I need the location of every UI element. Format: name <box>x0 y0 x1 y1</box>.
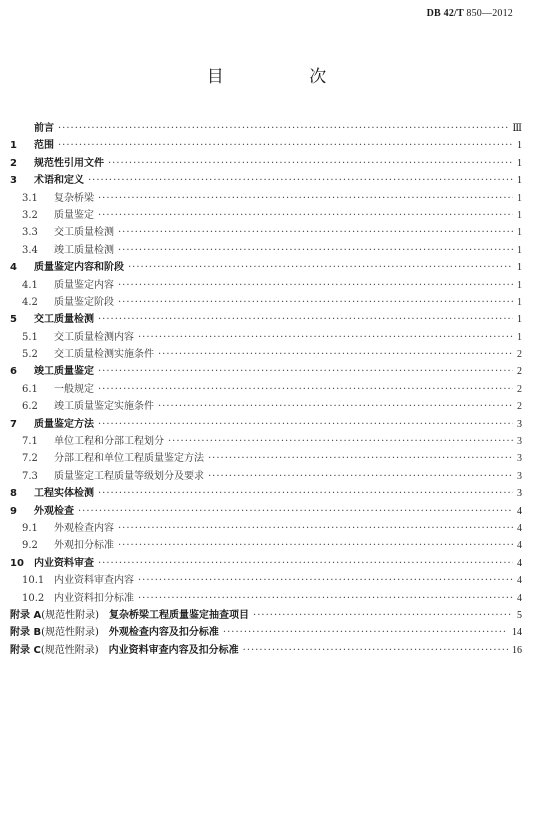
toc-entry-number: 3.2 <box>22 209 38 221</box>
toc-entry[interactable] <box>10 241 522 258</box>
toc-entry-number: 10.1 <box>22 575 45 587</box>
dot-leader <box>58 140 513 151</box>
toc-entry-number: 7 <box>10 418 17 430</box>
toc-entry-label: 质量鉴定工程质量等级划分及要求 <box>54 470 204 482</box>
toc-entry-label: 质量鉴定阶段 <box>54 296 114 308</box>
toc-entry[interactable] <box>10 310 522 327</box>
toc-entry-label: 交工质量检测 <box>54 227 114 239</box>
toc-entry-number: 4 <box>10 262 17 274</box>
toc-entry-number: 2 <box>10 157 17 169</box>
toc-entry-page: 2 <box>517 349 522 361</box>
dot-leader <box>138 593 513 604</box>
appendix-tag: 附录 B <box>10 627 42 639</box>
toc-entry-number: 9.2 <box>22 540 38 552</box>
appendix-title: 复杂桥梁工程质量鉴定抽查项目 <box>109 609 250 621</box>
toc-entry-page: 4 <box>517 592 522 604</box>
toc-entry-page: 3 <box>517 470 522 482</box>
toc-entry-number: 5.1 <box>22 331 38 343</box>
toc-entry-page: 1 <box>517 140 522 152</box>
toc-entry-number: 1 <box>10 140 17 152</box>
toc-entry[interactable] <box>10 206 522 223</box>
toc-entry[interactable] <box>10 258 522 275</box>
toc-entry-label: 单位工程和分部工程划分 <box>54 436 164 448</box>
dot-leader <box>128 262 513 273</box>
dot-leader <box>88 175 513 186</box>
dot-leader <box>253 610 513 621</box>
toc-entry-number: 10.2 <box>22 592 45 604</box>
dot-leader <box>118 227 513 238</box>
toc-entry[interactable] <box>10 171 522 188</box>
toc-entry[interactable] <box>10 293 522 310</box>
toc-entry[interactable] <box>10 397 522 414</box>
toc-appendix-entry[interactable] <box>10 606 522 623</box>
page-title: 目 次 <box>206 67 367 87</box>
toc-entry-number: 3.3 <box>22 227 38 239</box>
toc-entry[interactable] <box>10 223 522 240</box>
toc-entry-label: 外观扣分标准 <box>54 540 114 552</box>
dot-leader <box>98 419 513 430</box>
toc-entry-number: 5 <box>10 314 17 326</box>
dot-leader <box>98 193 513 204</box>
toc-entry-number: 5.2 <box>22 349 38 361</box>
toc-entry-page: 1 <box>517 279 522 291</box>
toc-entry-label: 竣工质量鉴定实施条件 <box>54 401 154 413</box>
toc-entry-number: 9 <box>10 505 17 517</box>
toc-entry[interactable] <box>10 119 522 136</box>
toc-entry-page: 1 <box>517 157 522 169</box>
standard-number: 850—2012 <box>466 8 513 19</box>
appendix-title: 外观检查内容及扣分标准 <box>108 627 219 639</box>
dot-leader <box>98 384 513 395</box>
toc-entry-number: 9.1 <box>22 522 38 534</box>
toc-entry-page: Ⅲ <box>512 123 522 134</box>
appendix-type: (规范性附录) <box>41 609 100 621</box>
toc-entry-page: 4 <box>517 557 522 569</box>
toc-entry-label: 一般规定 <box>54 383 94 395</box>
toc-entry[interactable] <box>10 276 522 293</box>
toc-entry-page: 1 <box>517 331 522 343</box>
toc-entry[interactable] <box>10 467 522 484</box>
toc-entry-page: 2 <box>517 383 522 395</box>
dot-leader <box>108 158 513 169</box>
toc-entry-number: 4.2 <box>22 296 38 308</box>
dot-leader <box>98 314 513 325</box>
appendix-type: (规范性附录) <box>40 644 99 656</box>
toc-entry-number: 7.1 <box>22 436 38 448</box>
dot-leader <box>98 366 513 377</box>
toc-entry[interactable] <box>10 154 522 171</box>
toc-entry-page: 1 <box>517 209 522 221</box>
dot-leader <box>118 297 513 308</box>
toc-entry-number: 6 <box>10 366 17 378</box>
toc-entry-label: 竣工质量检测 <box>54 244 114 256</box>
appendix-page: 5 <box>517 609 522 621</box>
toc-entry-label: 内业资料审查 <box>34 557 94 569</box>
toc-entry-page: 4 <box>517 575 522 587</box>
dot-leader <box>208 453 513 464</box>
table-of-contents <box>10 119 522 658</box>
toc-entry[interactable] <box>10 345 522 362</box>
toc-entry[interactable] <box>10 589 522 606</box>
appendix-type: (规范性附录) <box>41 627 99 639</box>
toc-entry-number: 3.1 <box>22 192 38 204</box>
toc-entry-label: 交工质量检测实施条件 <box>54 349 154 361</box>
toc-entry-number: 7.2 <box>22 453 38 465</box>
toc-entry-label: 质量鉴定内容和阶段 <box>34 262 124 274</box>
dot-leader <box>208 471 513 482</box>
toc-entry-number: 3.4 <box>22 244 38 256</box>
standard-prefix: DB 42/T <box>426 8 464 19</box>
toc-entry[interactable] <box>10 536 522 553</box>
toc-entry[interactable] <box>10 189 522 206</box>
toc-entry-page: 1 <box>517 192 522 204</box>
toc-entry-page: 3 <box>517 488 522 500</box>
dot-leader <box>98 210 513 221</box>
toc-entry-label: 内业资料扣分标准 <box>54 592 134 604</box>
toc-entry[interactable] <box>10 484 522 501</box>
toc-entry-page: 1 <box>517 314 522 326</box>
toc-appendix-entry[interactable] <box>10 641 522 658</box>
toc-entry-page: 2 <box>517 366 522 378</box>
dot-leader <box>158 349 513 360</box>
toc-entry[interactable] <box>10 554 522 571</box>
toc-entry-label: 复杂桥梁 <box>54 192 94 204</box>
toc-entry[interactable] <box>10 362 522 379</box>
toc-entry-label: 交工质量检测 <box>34 314 94 326</box>
dot-leader <box>58 123 508 134</box>
dot-leader <box>223 627 508 638</box>
toc-entry-page: 1 <box>517 175 522 187</box>
toc-entry-label: 内业资料审查内容 <box>54 575 134 587</box>
toc-entry[interactable] <box>10 415 522 432</box>
toc-appendix-entry[interactable] <box>10 623 522 640</box>
toc-entry-page: 1 <box>517 227 522 239</box>
toc-entry-label: 质量鉴定内容 <box>54 279 114 291</box>
toc-entry-number: 6.2 <box>22 401 38 413</box>
toc-entry-number: 3 <box>10 175 17 187</box>
toc-entry-page: 1 <box>517 244 522 256</box>
dot-leader <box>118 280 513 291</box>
toc-entry[interactable] <box>10 328 522 345</box>
appendix-title: 内业资料审查内容及扣分标准 <box>108 644 239 656</box>
toc-entry-number: 7.3 <box>22 470 38 482</box>
toc-entry-number: 6.1 <box>22 383 38 395</box>
toc-entry-page: 4 <box>517 522 522 534</box>
appendix-tag: 附录 A <box>10 609 42 621</box>
toc-entry-label: 交工质量检测内容 <box>54 331 134 343</box>
appendix-page: 16 <box>512 644 522 656</box>
toc-entry-label: 质量鉴定 <box>54 209 94 221</box>
toc-entry-page: 1 <box>517 296 522 308</box>
toc-entry-number: 10 <box>10 557 24 569</box>
dot-leader <box>138 575 513 586</box>
toc-entry-page: 3 <box>517 418 522 430</box>
toc-entry-page: 3 <box>517 436 522 448</box>
toc-entry-label: 外观检查 <box>34 505 74 517</box>
toc-entry-number: 8 <box>10 488 17 500</box>
dot-leader <box>243 645 508 656</box>
standard-code <box>427 8 519 19</box>
toc-entry-label: 前言 <box>34 123 54 134</box>
toc-entry-page: 4 <box>517 540 522 552</box>
toc-entry[interactable] <box>10 432 522 449</box>
appendix-tag: 附录 C <box>10 644 41 656</box>
toc-entry-label: 工程实体检测 <box>34 488 94 500</box>
toc-entry-number: 4.1 <box>22 279 38 291</box>
toc-entry-label: 外观检查内容 <box>54 522 114 534</box>
dot-leader <box>98 488 513 499</box>
toc-entry-label: 范围 <box>34 140 54 152</box>
toc-entry-label: 质量鉴定方法 <box>34 418 94 430</box>
dot-leader <box>118 523 513 534</box>
dot-leader <box>138 332 513 343</box>
toc-entry-page: 2 <box>517 401 522 413</box>
toc-entry-label: 规范性引用文件 <box>34 157 104 169</box>
toc-entry[interactable] <box>10 571 522 588</box>
dot-leader <box>168 436 513 447</box>
toc-entry[interactable] <box>10 519 522 536</box>
toc-entry-label: 分部工程和单位工程质量鉴定方法 <box>54 453 204 465</box>
dot-leader <box>78 506 513 517</box>
dot-leader <box>118 245 513 256</box>
dot-leader <box>118 540 513 551</box>
toc-entry-label: 竣工质量鉴定 <box>34 366 94 378</box>
toc-entry[interactable] <box>10 449 522 466</box>
appendix-page: 14 <box>512 627 522 639</box>
toc-entry[interactable] <box>10 136 522 153</box>
toc-entry-page: 4 <box>517 505 522 517</box>
toc-entry-page: 3 <box>517 453 522 465</box>
toc-entry-page: 1 <box>517 262 522 274</box>
toc-entry-label: 术语和定义 <box>34 175 84 187</box>
toc-entry[interactable] <box>10 502 522 519</box>
dot-leader <box>98 558 513 569</box>
toc-entry[interactable] <box>10 380 522 397</box>
dot-leader <box>158 401 513 412</box>
